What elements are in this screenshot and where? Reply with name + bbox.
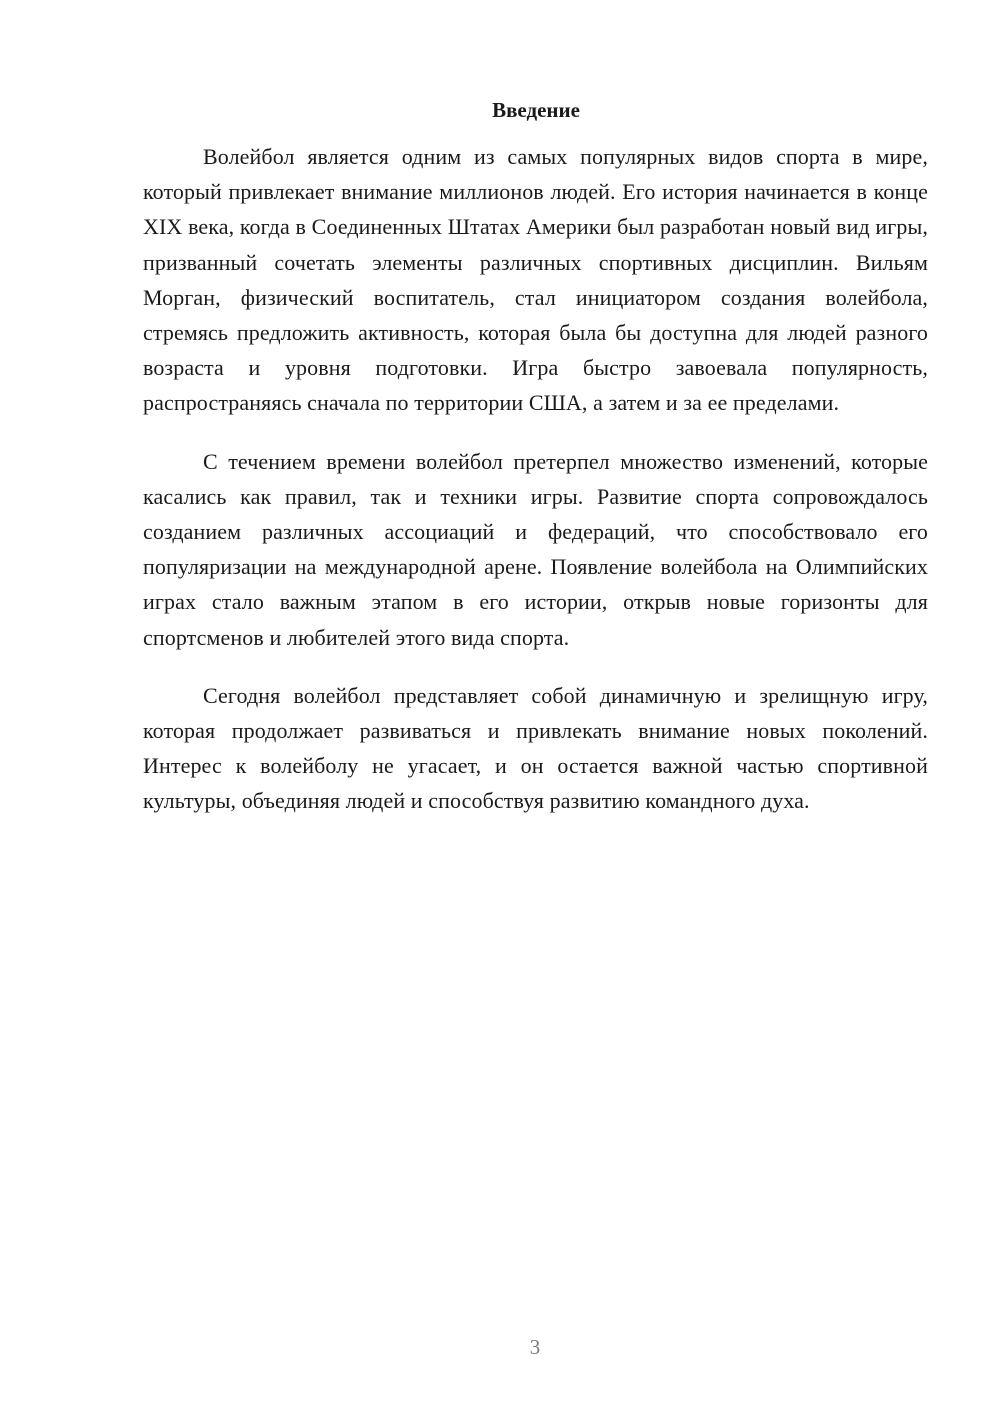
section-heading: Введение bbox=[492, 98, 580, 122]
paragraph-3: Сегодня волейбол представляет собой динамичную и зрелищную игру, которая продолжает развиваться и привлекать внимание новых поколений. Интерес к волейболу не угасает, и он остается важной частью спортивной культуры, объединяя людей и способствуя развитию командного духа. bbox=[143, 682, 928, 814]
paragraph-1: Волейбол является одним из самых популярных видов спорта в мире, который привлекает внимание миллионов людей. Его история начинается в конце XIX века, когда в Соединенных Штатах Америки был разработан новый вид игры, призванный сочетать элементы различных спортивных дисциплин. Вильям Морган, физический воспитатель, стал инициатором создания волейбола, стремясь предложить активность, которая была бы доступна для людей разного возраста и уровня подготовки. Игра быстро завоевала популярность, распространяясь сначала по территории США, а затем и за ее пределами. bbox=[143, 144, 928, 416]
page-content bbox=[143, 95, 928, 842]
paragraph-2: С течением времени волейбол претерпел множество изменений, которые касались как правил, так и техники игры. Развитие спорта сопровождалось созданием различных ассоциаций и федераций, что способствовало его популяризации на международной арене. Появление волейбола на Олимпийских играх стало важным этапом в его истории, открыв новые горизонты для спортсменов и любителей этого вида спорта. bbox=[143, 448, 928, 650]
page-number: 3 bbox=[529, 1335, 541, 1359]
